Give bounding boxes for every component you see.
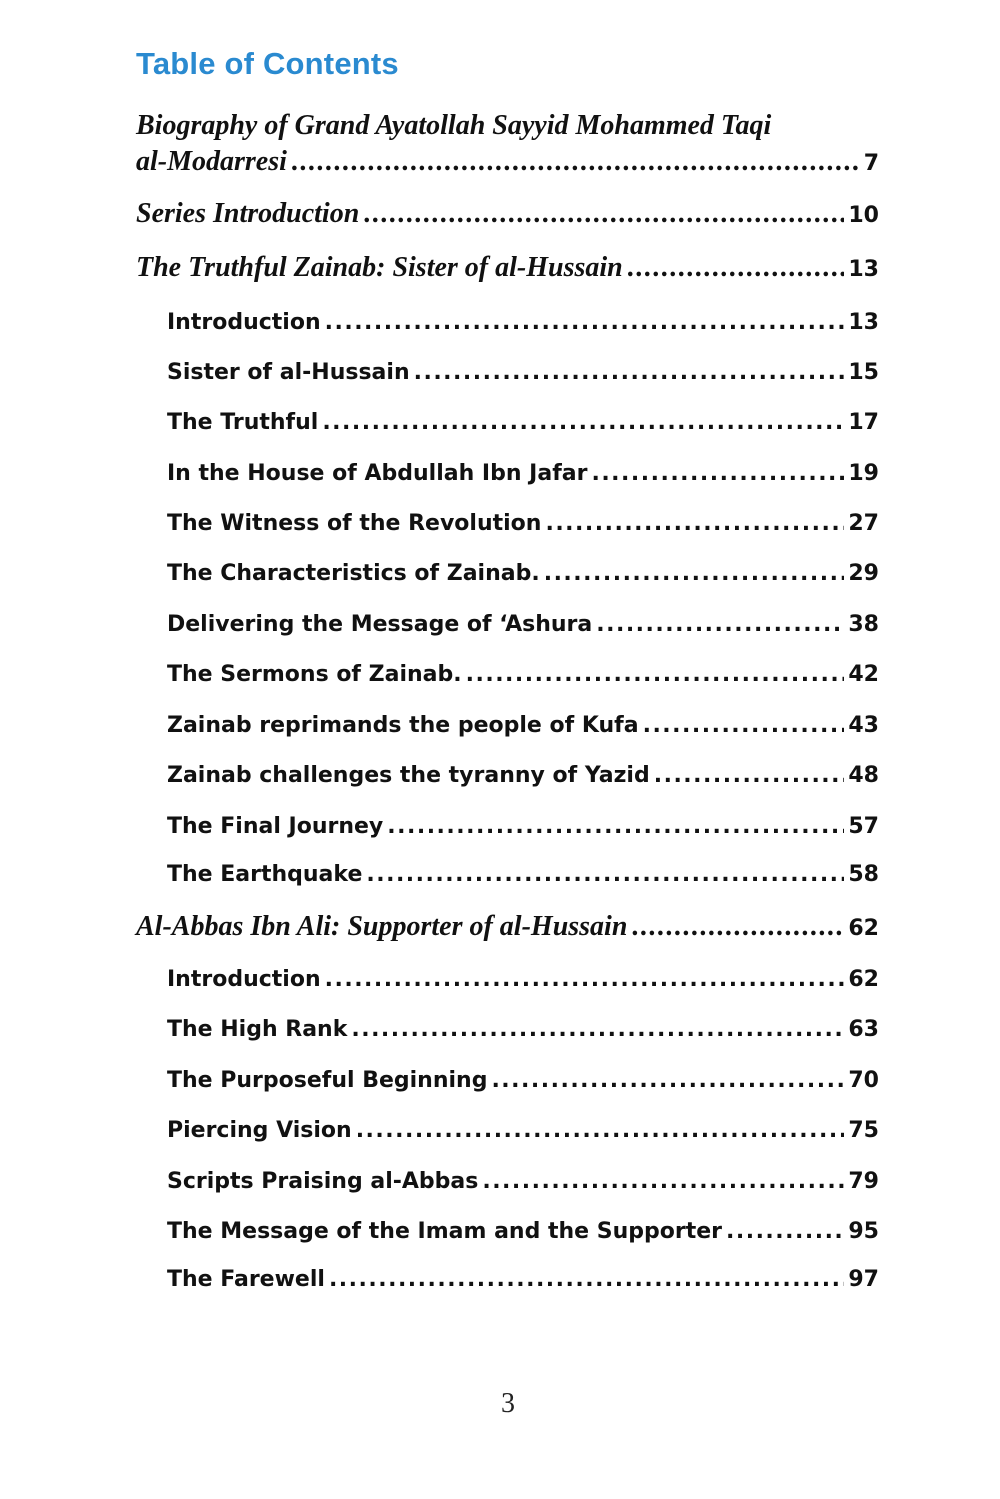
dot-leader — [414, 360, 845, 385]
toc-section[interactable] — [167, 1169, 879, 1194]
toc-entry-label: Piercing Vision — [167, 1118, 352, 1143]
toc-entry-label: The Truthful Zainab: Sister of al-Hussain — [136, 252, 623, 283]
toc-entry-label: The Purposeful Beginning — [167, 1068, 488, 1093]
toc-page-number: 13 — [848, 257, 879, 282]
toc-entry-label: The Sermons of Zainab. — [167, 662, 462, 687]
toc-entry-label: The Truthful — [167, 410, 319, 435]
page-number: 3 — [501, 1388, 515, 1419]
toc-entry-label: In the House of Abdullah Ibn Jafar — [167, 461, 588, 486]
toc-entry-label: The Message of the Imam and the Supporter — [167, 1219, 722, 1244]
toc-section[interactable] — [167, 612, 879, 637]
toc-entry-label: Introduction — [167, 967, 321, 992]
toc-section[interactable] — [167, 360, 879, 385]
toc-section[interactable] — [167, 511, 879, 536]
dot-leader — [596, 612, 844, 637]
dot-leader — [322, 410, 844, 435]
toc-entry-label: Introduction — [167, 310, 321, 335]
toc-page-number: 97 — [848, 1267, 879, 1292]
dot-leader — [363, 198, 844, 230]
toc-section[interactable] — [167, 713, 879, 738]
toc-entry-label: Delivering the Message of ‘Ashura — [167, 612, 593, 637]
dot-leader — [325, 967, 845, 992]
page-number-footer — [0, 1388, 1000, 1420]
dot-leader — [466, 662, 845, 687]
toc-page-number: 79 — [848, 1169, 879, 1194]
toc-section[interactable] — [167, 410, 879, 435]
toc-page-number: 13 — [848, 310, 879, 335]
toc-section[interactable] — [167, 1017, 879, 1042]
toc-entry-label: Zainab reprimands the people of Kufa — [167, 713, 639, 738]
dot-leader — [545, 511, 844, 536]
toc-entry-label: Series Introduction — [136, 198, 360, 229]
toc-section[interactable] — [167, 814, 879, 839]
toc-section[interactable] — [167, 763, 879, 788]
toc-page-number: 70 — [848, 1068, 879, 1093]
toc-chapter-series-introduction[interactable] — [136, 198, 879, 230]
toc-chapter-biography-line1[interactable]: Biography of Grand Ayatollah Sayyid Mohammed Taqi — [136, 110, 772, 141]
toc-page-number: 43 — [848, 713, 879, 738]
dot-leader — [591, 461, 844, 486]
toc-section[interactable] — [167, 561, 879, 586]
toc-page-number: 19 — [848, 461, 879, 486]
toc-chapter-biography[interactable] — [136, 146, 879, 178]
dot-leader — [491, 1068, 844, 1093]
dot-leader — [356, 1118, 845, 1143]
dot-leader — [325, 310, 845, 335]
toc-page-number: 7 — [863, 151, 879, 176]
toc-page-number: 57 — [848, 814, 879, 839]
toc-entry-label: The High Rank — [167, 1017, 348, 1042]
toc-page-number: 95 — [848, 1219, 879, 1244]
toc-page-number: 27 — [848, 511, 879, 536]
toc-page-number: 42 — [848, 662, 879, 687]
dot-leader — [366, 862, 844, 887]
dot-leader — [631, 911, 844, 943]
toc-page-number: 38 — [848, 612, 879, 637]
dot-leader — [643, 713, 845, 738]
toc-section[interactable] — [167, 1068, 879, 1093]
toc-entry-label: The Final Journey — [167, 814, 384, 839]
dot-leader — [726, 1219, 844, 1244]
toc-page-number: 15 — [848, 360, 879, 385]
toc-section[interactable] — [167, 967, 879, 992]
toc-page-number: 58 — [848, 862, 879, 887]
toc-page-number: 10 — [848, 203, 879, 228]
toc-entry-label: The Earthquake — [167, 862, 363, 887]
toc-title: Table of Contents — [136, 46, 399, 81]
dot-leader — [654, 763, 845, 788]
toc-section[interactable] — [167, 1118, 879, 1143]
toc-section[interactable] — [167, 862, 879, 887]
toc-entry-label: Sister of al-Hussain — [167, 360, 410, 385]
toc-page-number: 62 — [848, 916, 879, 941]
dot-leader — [387, 814, 844, 839]
toc-entry-label: The Characteristics of Zainab. — [167, 561, 540, 586]
toc-section[interactable] — [167, 1219, 879, 1244]
toc-chapter-al-abbas[interactable] — [136, 911, 879, 943]
toc-entry-label: The Witness of the Revolution — [167, 511, 542, 536]
dot-leader — [544, 561, 845, 586]
toc-section[interactable] — [167, 1267, 879, 1292]
toc-page-number: 29 — [848, 561, 879, 586]
dot-leader — [482, 1169, 844, 1194]
toc-page-number: 63 — [848, 1017, 879, 1042]
toc-entry-label: Scripts Praising al-Abbas — [167, 1169, 479, 1194]
toc-entry-label: The Farewell — [167, 1267, 325, 1292]
dot-leader — [329, 1267, 844, 1292]
dot-leader — [627, 252, 845, 284]
toc-chapter-truthful-zainab[interactable] — [136, 252, 879, 284]
toc-entry-label: al-Modarresi — [136, 146, 287, 177]
toc-section[interactable] — [167, 461, 879, 486]
dot-leader — [351, 1017, 844, 1042]
toc-entry-label: Al-Abbas Ibn Ali: Supporter of al-Hussain — [136, 911, 628, 942]
toc-page-number: 48 — [848, 763, 879, 788]
toc-section[interactable] — [167, 662, 879, 687]
toc-section[interactable] — [167, 310, 879, 335]
toc-page-number: 75 — [848, 1118, 879, 1143]
toc-entry-label: Zainab challenges the tyranny of Yazid — [167, 763, 650, 788]
toc-page-number: 17 — [848, 410, 879, 435]
toc-page-number: 62 — [848, 967, 879, 992]
dot-leader — [291, 146, 860, 178]
